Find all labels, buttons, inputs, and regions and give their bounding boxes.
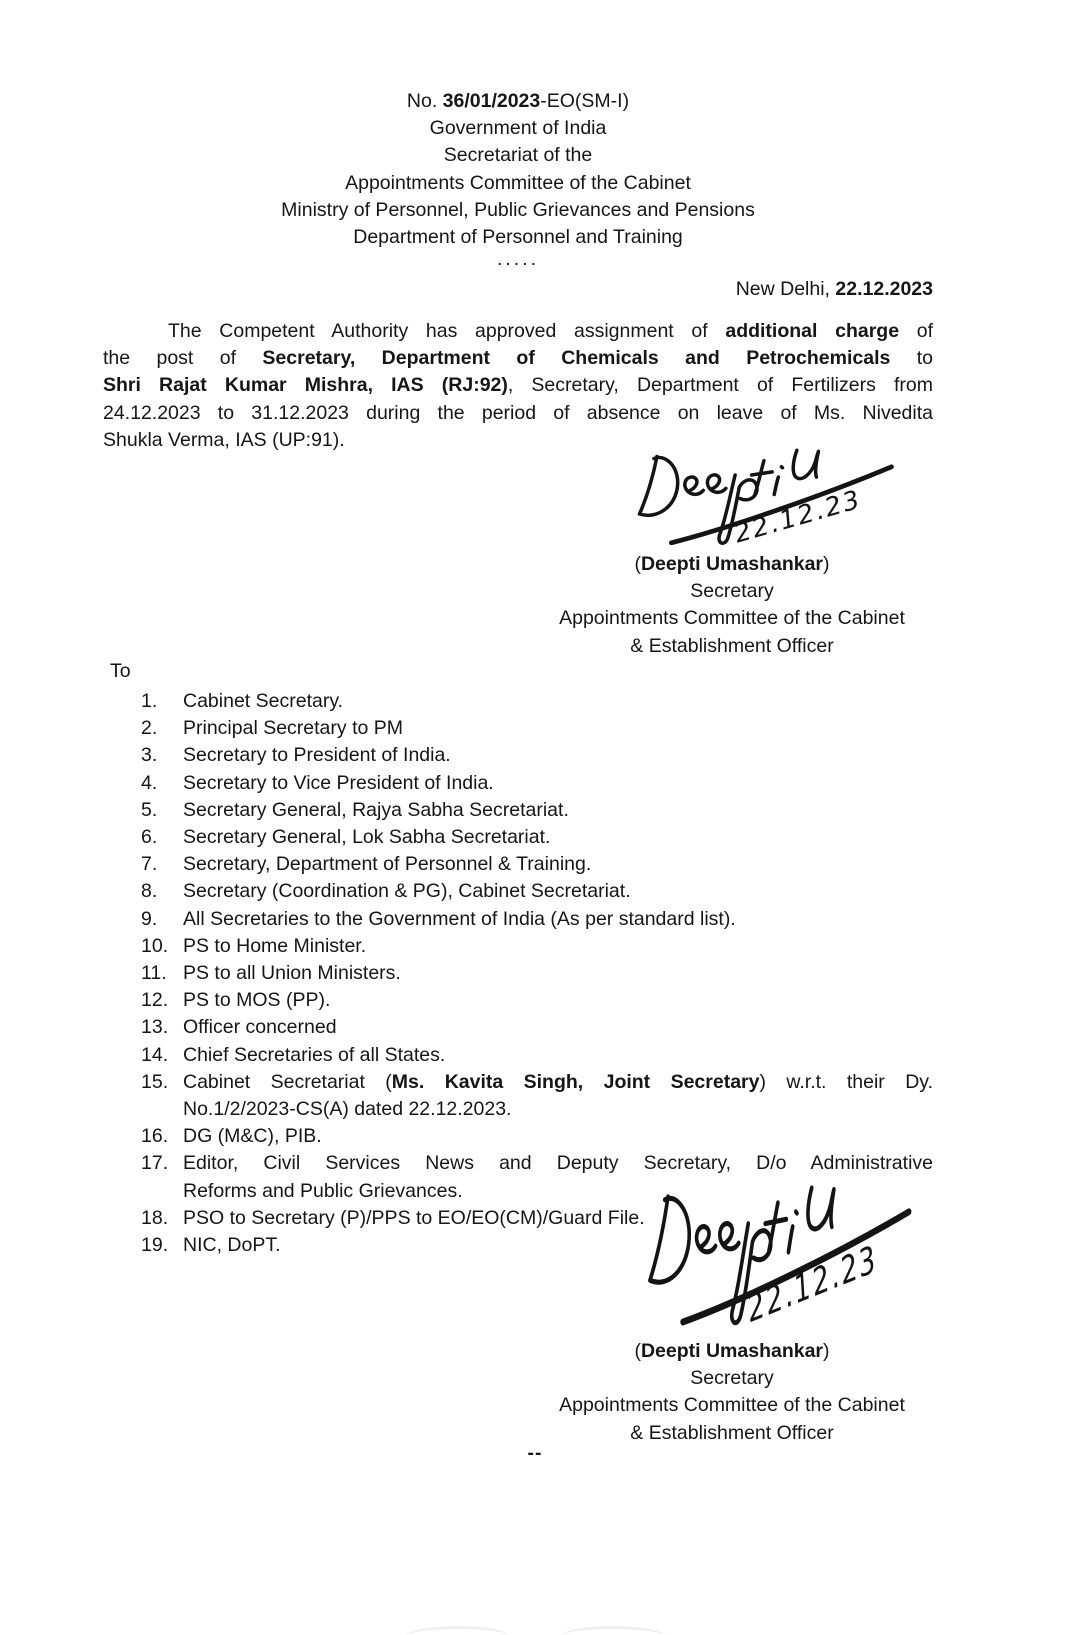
org-line-department: Department of Personnel and Training: [353, 226, 683, 249]
signatory-name: (Deepti Umashankar): [634, 553, 830, 575]
letterhead: [103, 88, 933, 251]
list-item: Cabinet Secretariat (Ms. Kavita Singh, Joint Secretary) w.r.t. their Dy. No.1/2/2023-CS(A) dated 22.12.2023.: [183, 1070, 934, 1121]
signatory-name: (Deepti Umashankar): [634, 1340, 830, 1362]
signature-date-1: 22.12.23: [730, 484, 865, 550]
org-line-secretariat: Secretariat of the: [443, 144, 593, 167]
list-item: DG (M&C), PIB.: [183, 1125, 322, 1148]
signatory-org: Appointments Committee of the Cabinet: [559, 1394, 905, 1417]
signature-block-1: [532, 551, 932, 660]
scan-artifact-arc: [561, 1626, 665, 1635]
org-line-ministry: Ministry of Personnel, Public Grievances and Pensions: [281, 198, 755, 221]
handwritten-signature-1: [622, 438, 910, 551]
list-item: Secretary to President of India.: [183, 744, 451, 767]
list-item: Cabinet Secretary.: [183, 690, 344, 712]
list-item: PS to all Union Ministers.: [183, 962, 401, 985]
list-item: Secretary to Vice President of India.: [183, 771, 494, 794]
list-item: PS to MOS (PP).: [183, 989, 331, 1012]
to-label: To: [110, 660, 131, 682]
signatory-title: Secretary: [690, 1367, 774, 1390]
list-item: All Secretaries to the Government of India (As per standard list).: [183, 907, 736, 930]
signatory-org: Appointments Committee of the Cabinet: [559, 607, 905, 630]
place-date-line: New Delhi, 22.12.2023: [735, 278, 933, 300]
signatory-title: Secretary: [690, 580, 774, 603]
list-item: Editor, Civil Services News and Deputy Secretary, D/o Administrative Reforms and Public Grievances.: [183, 1152, 933, 1202]
signature-date-2: 22.12.23: [743, 1236, 882, 1331]
list-item: Chief Secretaries of all States.: [183, 1043, 446, 1066]
scan-artifact-arc: [406, 1626, 510, 1635]
list-item: Officer concerned: [183, 1016, 337, 1039]
list-item: Principal Secretary to PM: [183, 717, 403, 740]
list-item: Secretary (Coordination & PG), Cabinet Secretariat.: [183, 880, 631, 903]
org-line-committee: Appointments Committee of the Cabinet: [345, 171, 691, 194]
handwritten-signature-2: [632, 1170, 928, 1334]
signatory-role: & Establishment Officer: [630, 1421, 834, 1444]
org-line-government: Government of India: [429, 117, 607, 140]
list-item: Secretary General, Lok Sabha Secretariat.: [183, 826, 551, 849]
list-item: Secretary, Department of Personnel & Training.: [183, 853, 592, 876]
list-item: PSO to Secretary (P)/PPS to EO/EO(CM)/Guard File.: [183, 1206, 645, 1229]
list-item: NIC, DoPT.: [183, 1234, 281, 1257]
list-item: Secretary General, Rajya Sabha Secretariat.: [183, 798, 569, 821]
signatory-role: & Establishment Officer: [630, 634, 834, 657]
list-item: PS to Home Minister.: [183, 934, 367, 957]
body-paragraph: The Competent Authority has approved assignment of additional charge of the post of Secretary, Department of Chemicals and Petrochemicals to Shri Rajat Kumar Mishra, IAS (RJ:92), Secretary, Department of Fertilizers from 24.12.2023 to 31.12.2023 during the period of absence on leave of Ms. Nivedita Shukla Verma, IAS (UP:91).: [103, 320, 934, 451]
end-mark: --: [527, 1442, 543, 1464]
reference-number: No. 36/01/2023-EO(SM-I): [406, 90, 630, 112]
separator-dots: .....: [496, 248, 540, 270]
signature-block-2: [532, 1338, 932, 1447]
